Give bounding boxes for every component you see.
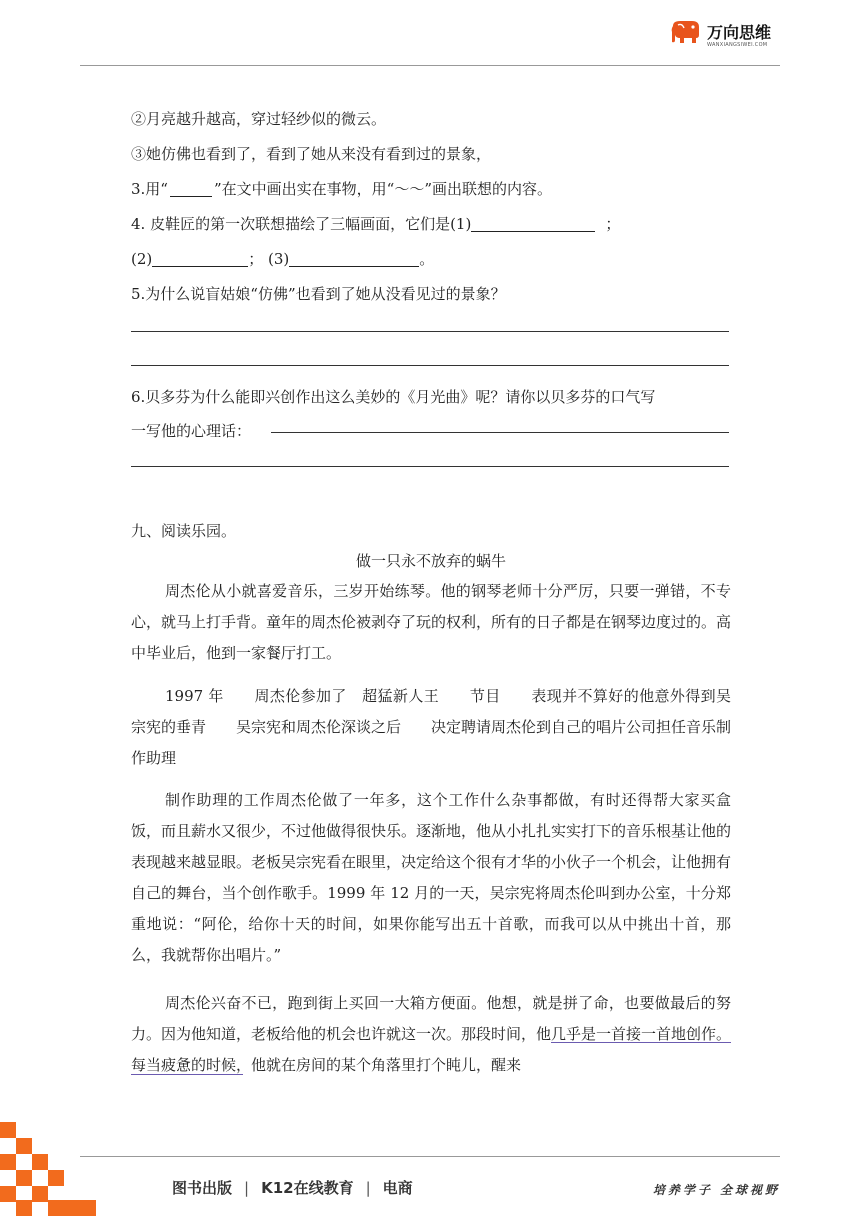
brand-url: WANXIANGSIWEI.COM <box>707 42 768 48</box>
footer-separator: | <box>244 1179 250 1197</box>
brand-logo <box>670 18 782 54</box>
question-5: 5.为什么说盲姑娘“仿佛”也看到了她从没看见过的景象？ <box>131 285 506 303</box>
answer-line[interactable] <box>131 466 729 467</box>
header-divider <box>80 65 780 66</box>
brand-name: 万向思维 <box>707 23 772 42</box>
footer-separator: | <box>365 1179 371 1197</box>
answer-line[interactable] <box>131 365 729 366</box>
answer-blank-2[interactable] <box>152 251 248 267</box>
question-6: 6.贝多芬为什么能即兴创作出这么美妙的《月光曲》呢？请你以贝多芬的口气写 <box>131 388 656 406</box>
passage-paragraph: 1997 年 周杰伦参加了 超猛新人王 节目 表现并不算好的他意外得到吴宗宪的垂青 吴宗宪和周杰伦深谈之后 决定聘请周杰伦到自己的唱片公司担任音乐制作助理 <box>131 687 732 767</box>
answer-line[interactable] <box>271 432 729 433</box>
passage-title: 做一只永不放弃的蜗牛 <box>355 552 506 570</box>
question-4-cont <box>131 248 434 269</box>
footer-links <box>172 1177 413 1198</box>
question-text: ； (3) <box>248 250 290 268</box>
answer-blank-3[interactable] <box>289 251 419 267</box>
passage-paragraph: 周杰伦兴奋不已，跑到街上买回一大箱方便面。他想，就是拼了命，也要做最后的努力。因为他知道，老板给他的机会也许就这一次。那段时间，他几乎是一首接一首地创作。每当疲惫的时候，他就在房间的某个角落里打个盹儿，醒来 <box>131 994 732 1074</box>
checker-pattern-icon <box>0 1122 96 1216</box>
section-heading: 九、阅读乐园。 <box>131 522 237 540</box>
question-3 <box>131 178 552 199</box>
question-text: (2) <box>131 250 153 268</box>
question-6-cont <box>131 420 251 441</box>
underline-sample <box>170 181 212 197</box>
footer-item: K12在线教育 <box>261 1179 354 1197</box>
answer-blank-1[interactable] <box>471 216 595 232</box>
footer-slogan: 培养学子 全球视野 <box>652 1183 780 1197</box>
pen-underline <box>131 1074 243 1075</box>
passage-paragraph: 制作助理的工作周杰伦做了一年多，这个工作什么杂事都做，有时还得帮大家买盒饭，而且薪水又很少，不过他做得很快乐。逐渐地，他从小扎扎实实打下的音乐根基让他的表现越来越显眼。老板吴宗宪看在眼里，决定给这个很有才华的小伙子一个机会，让他拥有自己的舞台，当个创作歌手。1999 年 12 月的一天，吴宗宪将周杰伦叫到办公室，十分郑重地说：“阿伦，给你十天的时间，如果你能写出五十首歌，而我可以从中挑出十首，那么，我就帮你出唱片。” <box>131 791 732 964</box>
footer-item: 图书出版 <box>172 1179 233 1197</box>
text-line: ②月亮越升越高，穿过轻纱似的微云。 <box>131 110 387 128</box>
footer-divider <box>80 1156 780 1157</box>
question-text: ； <box>605 215 621 233</box>
question-text: 4. 皮鞋匠的第一次联想描绘了三幅画面，它们是(1) <box>131 215 472 233</box>
question-4 <box>131 213 620 234</box>
question-text: 一写他的心理话： <box>131 422 252 440</box>
footer-item: 电商 <box>382 1179 413 1197</box>
passage-paragraph: 周杰伦从小就喜爱音乐，三岁开始练琴。他的钢琴老师十分严厉，只要一弹错，不专心，就马上打手背。童年的周杰伦被剥夺了玩的权利，所有的日子都是在钢琴边度过的。高中毕业后，他到一家餐厅打工。 <box>131 582 732 662</box>
question-text: 3.用“ <box>131 180 168 198</box>
question-text: ”在文中画出实在事物，用“～～”画出联想的内容。 <box>213 180 552 198</box>
text-line: ③她仿佛也看到了，看到了她从来没有看到过的景象， <box>131 145 492 163</box>
elephant-logo-icon <box>670 20 702 46</box>
question-text: 。 <box>419 250 435 268</box>
pen-underline <box>551 1042 731 1043</box>
answer-line[interactable] <box>131 331 729 332</box>
